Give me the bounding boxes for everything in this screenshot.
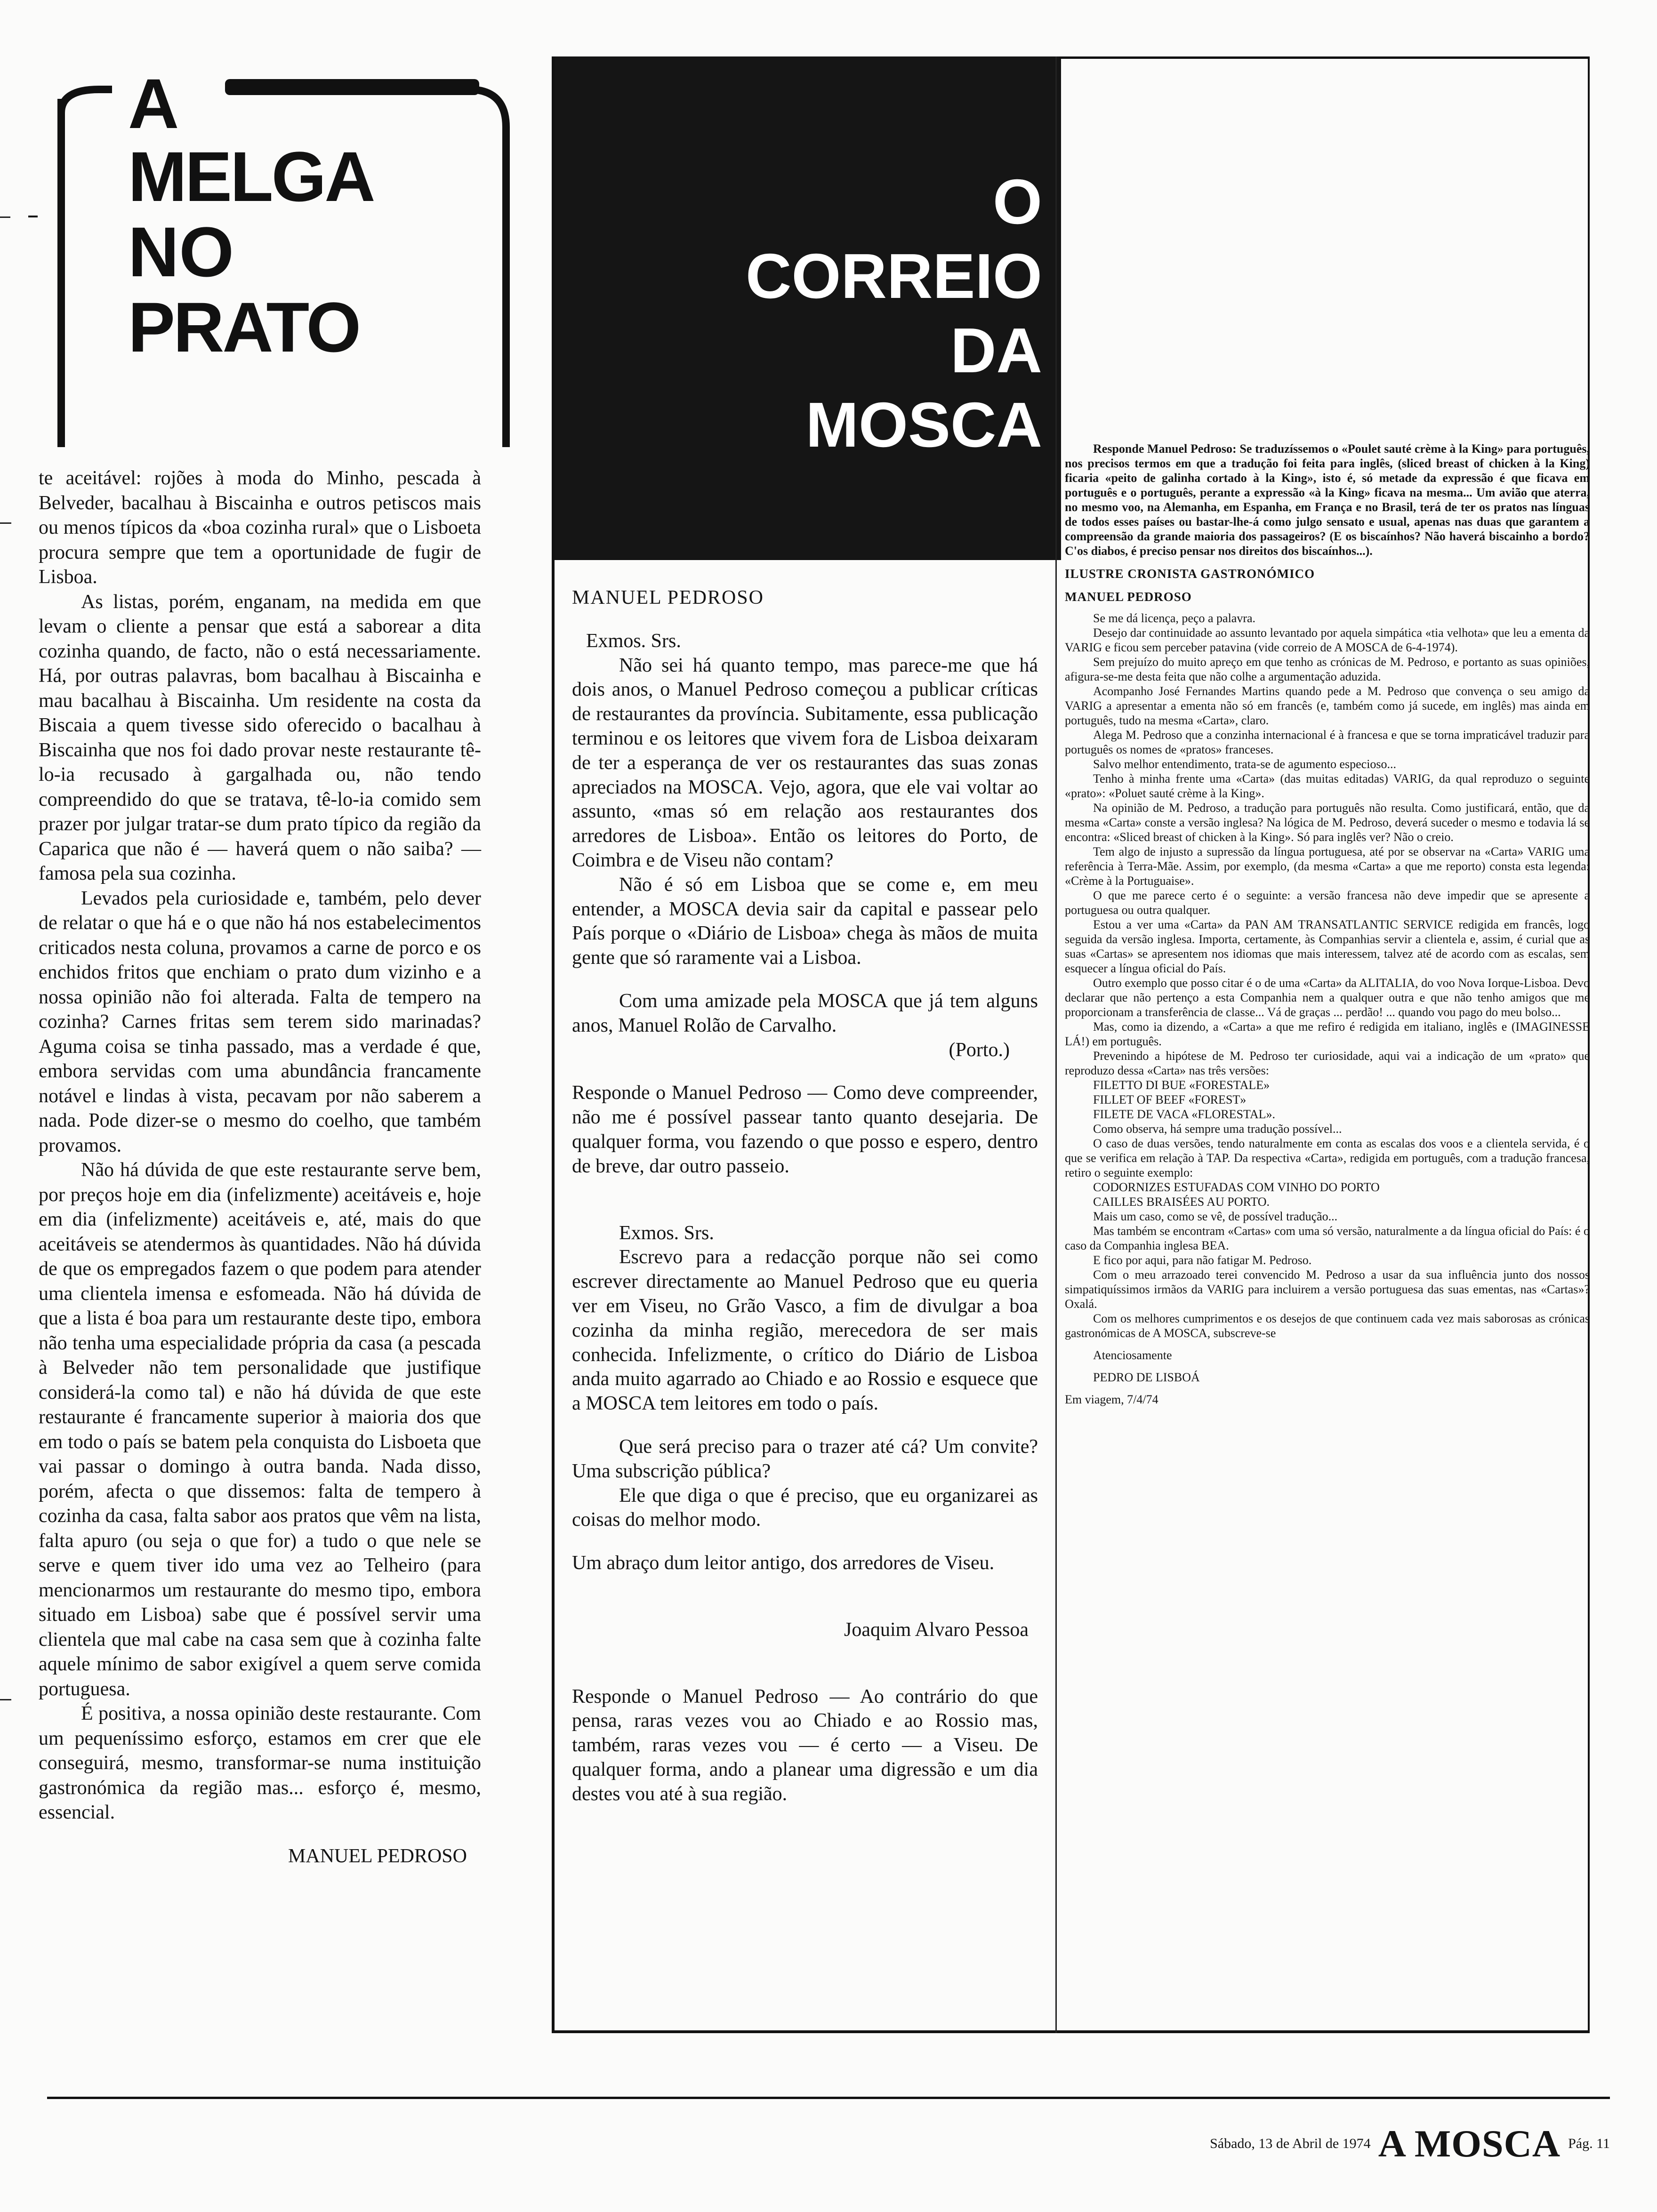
menu-item: CODORNIZES ESTUFADAS COM VINHO DO PORTO [1093, 1180, 1380, 1194]
scan-mark [0, 216, 10, 218]
correio-title-block [552, 56, 1061, 560]
letter-paragraph: E fico por aqui, para não fatigar M. Pedroso. [1093, 1253, 1312, 1267]
travel-note: Em viagem, 7/4/74 [1065, 1393, 1158, 1406]
letter-paragraph: Outro exemplo que posso citar é o de uma «Carta» da ALITALIA, do voo Nova Iorque-Lisboa. Devo declarar que não pertenço a esta Companhia nem a qualquer outra e que não tenho amigos que me proporcionam a transferência de classe... Vá de graças ... perdão! ... quando vou pago do meu bolso... [1065, 976, 1590, 1019]
melga-title [128, 64, 392, 367]
letter-paragraph: Com o meu arrazoado terei convencido M. Pedroso a usar da sua influência junto dos nossos simpatiquíssimos irmãos da VARIG para incluirem a versão portuguesa das suas ementas, nas «Cartas»? Oxalá. [1065, 1268, 1590, 1311]
melga-title-line: MELGA [128, 137, 374, 216]
letter-place: (Porto.) [949, 1039, 1010, 1061]
menu-item: CAILLES BRAISÉES AU PORTO. [1093, 1195, 1270, 1209]
letter-paragraph: Tenho à minha frente uma «Carta» (das muitas editadas) VARIG, da qual reproduzo o seguinte «prato»: «Poluet sauté crème à la King». [1065, 772, 1590, 800]
scan-mark [0, 1699, 11, 1700]
letter-closing: Atenciosamente [1093, 1348, 1172, 1362]
letter-body: Não é só em Lisboa que se come e, em meu entender, a MOSCA devia sair da capital e passear pelo País porque o «Diário de Lisboa» chega às mãos de muita gente que só raramente vai a Lisboa. [572, 874, 1038, 969]
article-paragraph: Não há dúvida de que este restaurante serve bem, por preços hoje em dia (infelizmente) aceitáveis e, hoje em dia (infelizmente) aceitáveis e, até, mais do que aceitáveis se atendermos às quantidades. Não há dúvida de que os empregados fazem o que podem para atender uma clientela imensa e esfomeada. Não há dúvida de que a lista é boa para um restaurante deste tipo, embora não tenha uma especialidade própria da casa (a pescada à Belveder não tem personalidade que justifique considerá-la como tal) e não há dúvida de que este restaurante é francamente superior à maioria dos que em todo o país se batem pela conquista do Lisboeta que vai passar o domingo à outra banda. Nada disso, porém, afecta o que dissemos: falta de tempero à cozinha da casa, falta sabor aos pratos que vêm na lista, falta apuro (ou seja o que for) a tudo o que nele se serve e quem tiver ido uma vez ao Telheiro (para mencionarmos um restaurante do mesmo tipo, embora situado em Lisboa) sabe que é possível servir uma clientela que mal cabe na casa sem que à cozinha falte aquele mínimo de sabor exigível a quem serve comida portuguesa. [39, 1159, 481, 1700]
letter-body: Não sei há quanto tempo, mas parece-me que há dois anos, o Manuel Pedroso começou a publicar críticas de restaurantes da província. Subitamente, essa publicação terminou e os leitores que vivem fora de Lisboa deixaram de ter a esperança de ver os restaurantes das suas zonas apreciados na MOSCA. Vejo, agora, que ele vai voltar ao assunto, «mas só em relação aos restaurantes dos arredores de Lisboa». Então os leitores do Porto, de Coimbra e de Viseu não contam? [572, 654, 1038, 871]
melga-article [39, 466, 481, 1868]
letter-paragraph: Com os melhores cumprimentos e os desejos de que continuem cada vez mais saborosas as crónicas gastronómicas de A MOSCA, subscreve-se [1065, 1312, 1590, 1340]
letter-paragraph: Mais um caso, como se vê, de possível tradução... [1093, 1210, 1338, 1223]
top-rule [1059, 56, 1590, 59]
melga-title-line: NO [128, 212, 234, 291]
melga-title-line: A [128, 64, 179, 143]
letter-paragraph: Desejo dar continuidade ao assunto levantado por aquela simpática «tia velhota» que leu a ementa da VARIG e ficou sem perceber patavina (vide correio de A MOSCA de 6-4-1974). [1065, 626, 1590, 654]
letter-closing: Com uma amizade pela MOSCA que já tem alguns anos, Manuel Rolão de Carvalho. [572, 990, 1038, 1036]
byline: MANUEL PEDROSO [572, 587, 764, 609]
letter-paragraph: Mas, como ia dizendo, a «Carta» a que me refiro é redigida em italiano, inglês e (IMAGINESSE LÁ!) em português. [1065, 1020, 1590, 1048]
letter-salutation: Exmos. Srs. [619, 1222, 714, 1244]
letter-paragraph: Na opinião de M. Pedroso, a tradução para português não resulta. Como justificará, então, que da mesma «Carta» conste a versão inglesa? Na lógica de M. Pedroso, deverá suceder o mesmo e todavia lá se encontra: «Sliced breast of chicken à la King». Só para inglês ver? Não o creio. [1065, 801, 1590, 844]
letter-paragraph: Acompanho José Fernandes Martins quando pede a M. Pedroso que convença o seu amigo da VARIG a apresentar a ementa não só em francês (e, também como já sucede, em inglês) mas ainda em português, tudo na mesma «Carta», claro. [1065, 684, 1590, 727]
footer-date: Sábado, 13 de Abril de 1974 [1210, 2136, 1371, 2151]
letter-body: Escrevo para a redacção porque não sei como escrever directamente ao Manuel Pedroso que eu queria ver em Viseu, no Grão Vasco, a fim de divulgar a boa cozinha da minha região, merecedora de ser mais conhecida. Infelizmente, o crítico do Diário de Lisboa anda muito agarrado ao Chiado e ao Rossio e esquece que a MOSCA tem leitores em todo o país. [572, 1246, 1038, 1415]
scan-mark [0, 522, 11, 524]
editor-reply: Responde o Manuel Pedroso — Ao contrário do que pensa, raras vezes vou ao Chiado e ao Rossio mas, também, raras vezes vou — é certo — a Viseu. De qualquer forma, ando a planear uma digressão e um dia destes vou até à sua região. [572, 1685, 1038, 1805]
article-signature: MANUEL PEDROSO [288, 1845, 467, 1867]
page-footer [941, 2122, 1610, 2166]
correio-title-line: DA [950, 315, 1042, 386]
letter-body: Que será preciso para o trazer até cá? Um convite? Uma subscrição pública? [572, 1435, 1038, 1482]
footer-brand: A MOSCA [1378, 2122, 1561, 2165]
letter-body: Ele que diga o que é preciso, que eu organizarei as coisas do melhor modo. [572, 1484, 1038, 1531]
letter-paragraph: O que me parece certo é o seguinte: a versão francesa não deve impedir que se apresente a portuguesa ou outra qualquer. [1065, 889, 1590, 917]
letter-heading: ILUSTRE CRONISTA GASTRONÓMICO [1065, 567, 1315, 581]
letter-paragraph: Estou a ver uma «Carta» da PAN AM TRANSATLANTIC SERVICE redigida em francês, logo seguida da versão inglesa. Importa, certamente, às Companhias servir a clientela e, assim, é curial que as suas «Cartas» se apresentem nos idiomas que mais interessem, talvez até de acordo com as escalas, sem esquecer a língua oficial do País. [1065, 918, 1590, 975]
letter-paragraph: Tem algo de injusto a supressão da língua portuguesa, até por se observar na «Carta» VARIG uma referência à Terra-Mãe. Assim, por exemplo, (da mesma «Carta» a que me reporto) consta esta legenda: «Crème à la Portuguaise». [1065, 845, 1590, 888]
column-rule [1055, 56, 1057, 2033]
article-paragraph: É positiva, a nossa opinião deste restaurante. Com um pequeníssimo esforço, estamos em crer que ele conseguirá, mesmo, transformar-se numa instituição gastronómica da região mas... esforço é, mesmo, essencial. [39, 1703, 481, 1823]
letter-paragraph: O caso de duas versões, tendo naturalmente em conta as escalas dos voos e a clientela servida, é o que se verifica em relação à TAP. Da respectiva «Carta», redigida em português, com a tradução francesa, retiro o seguinte exemplo: [1065, 1137, 1590, 1179]
article-paragraph: As listas, porém, enganam, na medida em que levam o cliente a pensar que está a saborear a dita cozinha quando, de facto, não o está necessariamente. Há, por outras palavras, bom bacalhau à Biscainha e mau bacalhau à Biscainha. Um residente na costa da Biscaia a quem tivesse sido oferecido o bacalhau à Biscainha que nos foi dado provar neste restaurante tê-lo-ia recusado à gargalhada ou, não tendo compreendido do que se tratava, tê-lo-ia comido sem prazer por julgar tratar-se dum prato típico da região da Caparica que não é — haverá quem o não saiba? — famosa pela sua cozinha. [39, 591, 481, 884]
letter-paragraph: Prevenindo a hipótese de M. Pedroso ter curiosidade, aqui vai a indicação de um «prato» que reproduzo dessa «Carta» nas três versões: [1065, 1049, 1590, 1077]
article-paragraph: Levados pela curiosidade e, também, pelo dever de relatar o que há e o que não há nos estabelecimentos criticados nesta coluna, provamos a carne de porco e os enchidos fritos que enchiam o prato dum vizinho e a nossa opinião não foi alterada. Falta de tempero na cozinha? Carnes fritas sem terem sido marinadas? Aguma coisa se tinha passado, mas a verdade é que, embora servidas com uma abundância francamente notável e lindas à vista, pecavam por não saberem a nada. Pode dizer-se o mesmo do coelho, que também provamos. [39, 887, 481, 1156]
letter-salutation: Exmos. Srs. [586, 630, 681, 652]
article-paragraph: te aceitável: rojões à moda do Minho, pescada à Belveder, bacalhau à Biscainha e outros petiscos mais ou menos típicos da «boa cozinha rural» que o Lisboeta procura sempre que tem a oportunidade de fugir de Lisboa. [39, 467, 481, 588]
letter-addressee: MANUEL PEDROSO [1065, 590, 1192, 604]
letter-paragraph: Sem prejuízo do muito apreço em que tenho as crónicas de M. Pedroso, e portanto as suas opiniões, afigura-se-me desta feita que não colhe a argumentação aduzida. [1065, 655, 1590, 683]
letter-paragraph: Mas também se encontram «Cartas» com uma só versão, naturalmente a da língua oficial do País: é o caso da Companhia inglesa BEA. [1065, 1224, 1590, 1252]
letter-paragraph: Salvo melhor entendimento, trata-se de agumento especioso... [1093, 757, 1397, 771]
letter-paragraph: Como observa, há sempre uma tradução possível... [1093, 1122, 1342, 1136]
letter-paragraph: Alega M. Pedroso que a conzinha internacional é à francesa e que se torna impraticável traduzir para português os nomes de «pratos» franceses. [1065, 728, 1590, 756]
footer-rule [47, 2097, 1610, 2099]
footer-page-number: Pág. 11 [1568, 2136, 1610, 2151]
menu-item: FILETE DE VACA «FLORESTAL». [1093, 1107, 1275, 1121]
letter-paragraph: Se me dá licença, peço a palavra. [1093, 611, 1256, 625]
letter-closing: Um abraço dum leitor antigo, dos arredores de Viseu. [572, 1552, 995, 1574]
editor-reply: Responde Manuel Pedroso: Se traduzíssemos o «Poulet sauté crème à la King» para português, nos precisos termos em que a tradução foi feita para inglês, (sliced breast of chicken à la King) ficaria «peito de galinha cortado à la King», isto é, só metade da expressão é que ficava em português e o português, perante a expressão «à la King» ficava na mesma... Um avião que aterra, no mesmo voo, na Alemanha, em Espanha, em França e no Brasil, terá de ter os pratos nas línguas de todos esses países ou bastar-lhe-á como julgo sensato e usual, apenas nas duas que garantem a compreensão da grande maioria dos passageiros? (E os biscaínhos? Não haverá biscainho a bordo? C'os diabos, é preciso pensar nos direitos dos biscaínhos...). [1065, 442, 1590, 558]
editor-reply: Responde o Manuel Pedroso — Como deve compreender, não me é possível passear tanto quanto desejaria. De qualquer forma, vou fazendo o que posso e espero, dentro de breve, dar outro passeio. [572, 1082, 1038, 1177]
correio-title-line: CORREIO [745, 240, 1042, 312]
right-letters [1065, 441, 1590, 1407]
letter-signature: Joaquim Alvaro Pessoa [844, 1619, 1029, 1641]
letter-signature: PEDRO DE LISBOÁ [1093, 1370, 1200, 1384]
menu-item: FILETTO DI BUE «FORESTALE» [1093, 1078, 1270, 1092]
melga-title-line: PRATO [128, 288, 360, 367]
correio-letters [572, 586, 1038, 1807]
correio-title-line: MOSCA [805, 389, 1042, 460]
menu-item: FILLET OF BEEF «FOREST» [1093, 1093, 1247, 1106]
correio-title-line: O [992, 166, 1042, 237]
